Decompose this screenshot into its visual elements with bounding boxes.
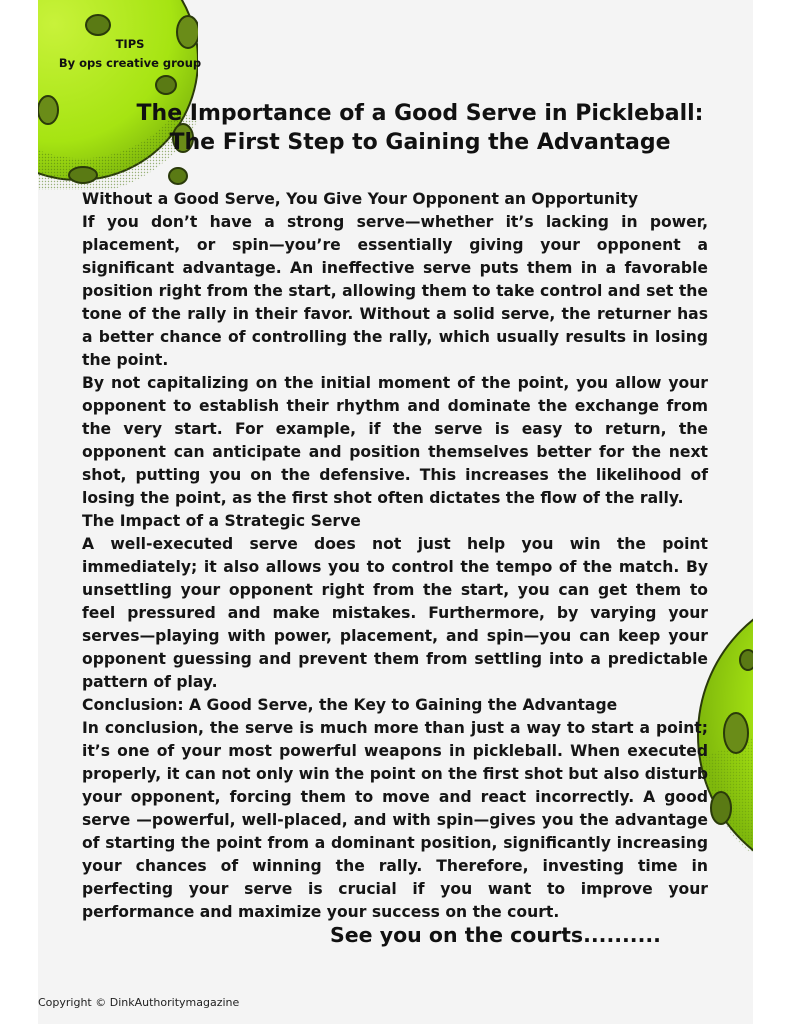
- section-heading: Without a Good Serve, You Give Your Opponent an Opportunity: [82, 190, 638, 208]
- paragraph: By not capitalizing on the initial moment of the point, you allow your opponent to establish their rhythm and dominate the exchange from the very start. For example, if the serve is easy to return, the opponent can anticipate and position themselves better for the next shot, putting you on the defensive. This increases the likelihood of losing the point, as the first shot often dictates the flow of the rally.: [82, 374, 708, 507]
- copyright-notice: Copyright © DinkAuthoritymagazine: [38, 996, 240, 1009]
- paragraph: In conclusion, the serve is much more than just a way to start a point; it’s one of your most powerful weapons in pickleball. When executed properly, it can not only win the point on the first shot but also disturb your opponent, forcing them to move and react incorrectly. A good serve —powerful, well-placed, and with spin—gives you the advantage of starting the point from a dominant position, significantly increasing your chances of winning the rally. Therefore, investing time in perfecting your serve is crucial if you want to improve your performance and maximize your success on the court.: [82, 719, 708, 921]
- pickleball-icon: [38, 0, 198, 190]
- closing-line: See you on the courts..........: [330, 923, 661, 947]
- paragraph: A well-executed serve does not just help you win the point immediately; it also allows you to control the tempo of the match. By unsettling your opponent right from the start, you can get them to feel pressured and make mistakes. Furthermore, by varying your serves—playing with power, placement, and spin—you can keep your opponent guessing and prevent them from settling into a predictable pattern of play.: [82, 535, 708, 691]
- page-title: [80, 99, 760, 158]
- section-heading: Conclusion: A Good Serve, the Key to Gaining the Advantage: [82, 696, 618, 714]
- article-body: [82, 188, 708, 924]
- title-line-1: The Importance of a Good Serve in Pickleball:: [136, 101, 704, 126]
- paragraph: If you don’t have a strong serve—whether it’s lacking in power, placement, or spin—you’re essentially giving your opponent a significant advantage. An ineffective serve puts them in a favorable position right from the start, allowing them to take control and set the tone of the rally in their favor. Without a solid serve, the returner has a better chance of controlling the rally, which usually results in losing the point.: [82, 213, 708, 369]
- section-heading: The Impact of a Strategic Serve: [82, 512, 361, 530]
- tips-label: TIPS: [115, 37, 145, 51]
- byline: By ops creative group: [58, 56, 202, 70]
- title-line-2: The First Step to Gaining the Advantage: [169, 130, 671, 156]
